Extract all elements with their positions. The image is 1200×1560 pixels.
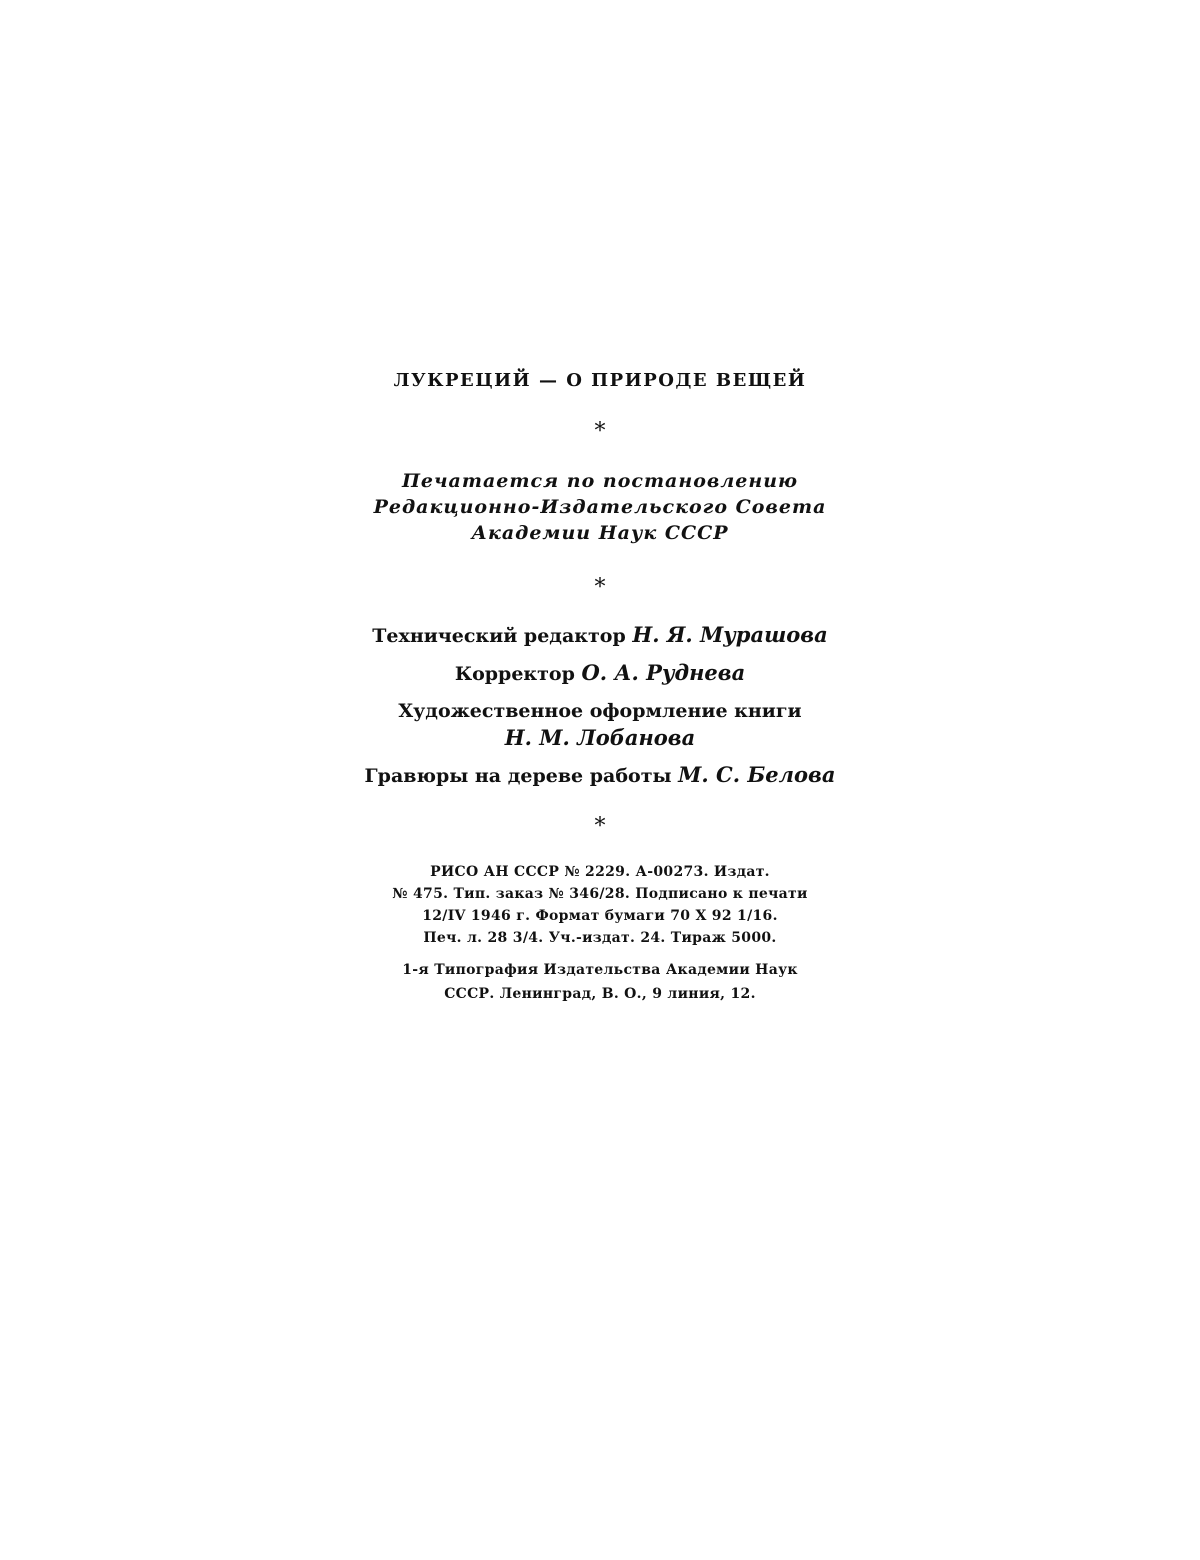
credit-proofreader [0,660,1200,685]
separator-star-2: * [594,575,606,600]
proofreader-label: Корректор [454,663,575,685]
colophon-line-3: 12/IV 1946 г. Формат бумаги 70 Х 92 1/16. [422,908,778,924]
separator-star-1: * [594,419,606,444]
colophon-line-2: № 475. Тип. заказ № 346/28. Подписано к печати [392,886,808,902]
credit-tech-editor [0,622,1200,647]
tech-editor-name: Н. Я. Мурашова [632,622,828,647]
imprint-line-2: Редакционно-Издательского Совета [373,496,827,518]
printer-line-1: 1-я Типография Издательства Академии Наук [402,962,798,978]
book-title: ЛУКРЕЦИЙ — О ПРИРОДЕ ВЕЩЕЙ [393,370,807,391]
engravings-label: Гравюры на дереве работы [364,765,672,787]
credit-design-name [0,725,1200,750]
colophon-line-4: Печ. л. 28 3/4. Уч.-издат. 24. Тираж 5000. [423,930,777,946]
credit-engravings [0,762,1200,787]
imprint-line-3: Академии Наук СССР [471,522,729,544]
separator-star-3: * [594,814,606,839]
imprint-line-1: Печатается по постановлению [401,470,799,492]
design-name: Н. М. Лобанова [504,725,696,750]
engravings-name: М. С. Белова [678,762,836,787]
credit-design-label: Художественное оформление книги [398,700,802,722]
tech-editor-label: Технический редактор [372,625,626,647]
proofreader-name: О. А. Руднева [581,660,746,685]
colophon-line-1: РИСО АН СССР № 2229. А-00273. Издат. [430,864,770,880]
printer-line-2: СССР. Ленинград, В. О., 9 линия, 12. [444,986,756,1002]
